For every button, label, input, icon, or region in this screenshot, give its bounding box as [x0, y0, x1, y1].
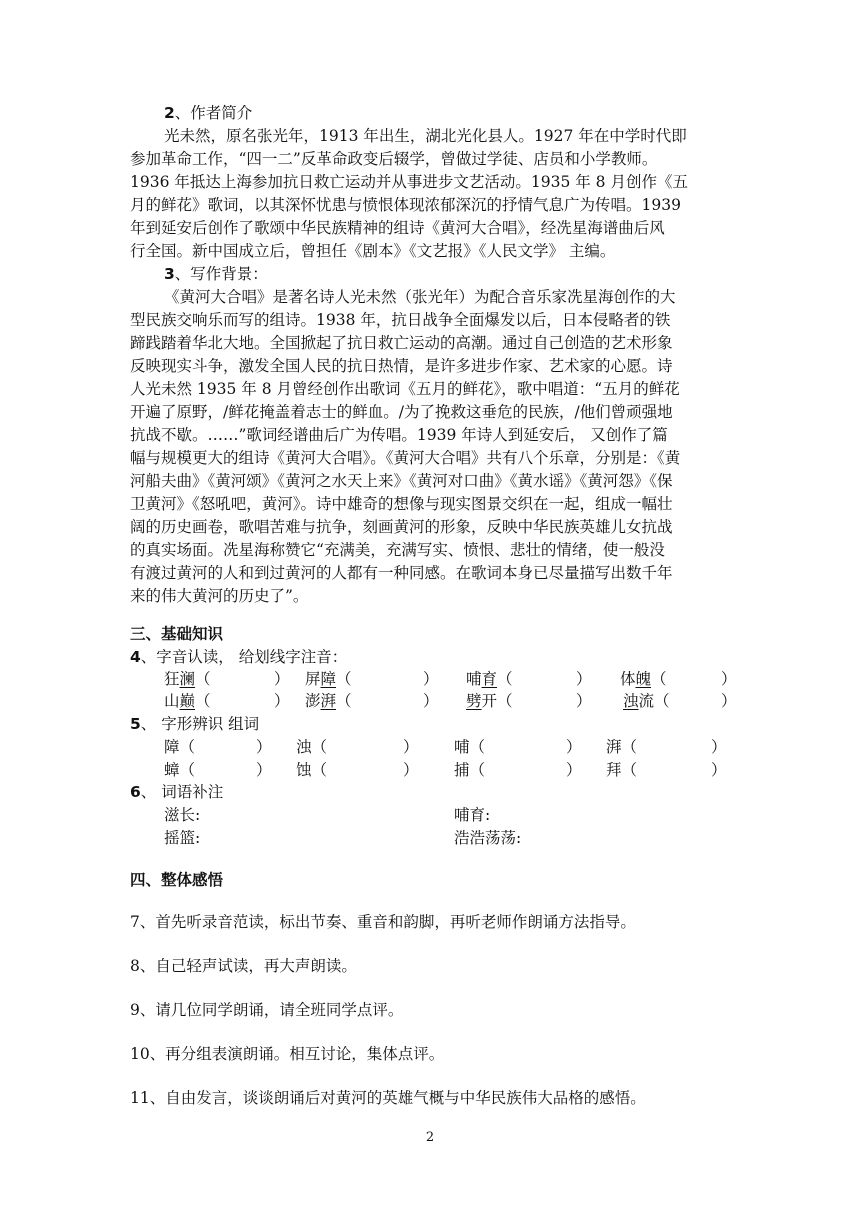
blank-close: ） — [576, 670, 592, 688]
term-item: 浩浩荡荡: — [454, 829, 522, 847]
item-char: 狂 — [164, 670, 180, 688]
underlined-char: 育 — [481, 670, 498, 688]
blank-close: ） — [711, 738, 727, 756]
paragraph-line: 1936 年抵达上海参加抗日救亡运动并从事进步文艺活动。1935 年 8 月创作《五 — [130, 173, 688, 191]
paragraph-line: 有渡过黄河的人和到过黄河的人都有一种同感。在歌词本身已尽量描写出数千年 — [130, 564, 673, 582]
item-char: 哺 — [466, 670, 482, 688]
pinyin-item — [466, 668, 513, 690]
question-number: 5 — [130, 715, 141, 733]
item-char: 山 — [164, 692, 180, 710]
underlined-char: 魄 — [635, 670, 652, 688]
paragraph-line: 反映现实斗争，激发全国人民的抗日热情，是许多进步作家、艺术家的心愿。诗 — [130, 357, 673, 375]
underlined-char: 障 — [320, 670, 337, 688]
term-item: 摇篮: — [164, 829, 201, 847]
section-author-heading — [164, 102, 252, 124]
question-6-heading — [130, 781, 223, 803]
pinyin-item — [620, 668, 667, 690]
question-title: 、 字形辨识 组词 — [140, 715, 260, 733]
paragraph-line: 年到延安后创作了歌颂中华民族精神的组诗《黄河大合唱》，经冼星海谱曲后风 — [130, 219, 665, 237]
blank-close: ） — [566, 761, 582, 779]
question-number: 4 — [130, 648, 141, 666]
page-number: 2 — [425, 1130, 435, 1145]
item-paren: （ — [195, 670, 211, 688]
paragraph-line: 开遍了原野，/鲜花掩盖着志士的鲜血。/为了挽救这垂危的民族，/他们曾顽强地 — [130, 403, 673, 421]
word-item: 拜（ — [606, 761, 638, 779]
word-item: 蚀（ — [296, 761, 328, 779]
section-title: 、写作背景： — [174, 265, 268, 283]
item-paren: （ — [195, 692, 211, 710]
basics-heading: 三、基础知识 — [130, 625, 224, 643]
task-item: 10、再分组表演朗诵。相互讨论，集体点评。 — [130, 1045, 445, 1063]
underlined-char: 巅 — [179, 692, 196, 710]
pinyin-item — [164, 668, 211, 690]
paragraph-line: 人光未然 1935 年 8 月曾经创作出歌词《五月的鲜花》，歌中唱道：“五月的鲜花 — [130, 380, 680, 398]
word-item: 哺（ — [454, 738, 486, 756]
blank-close: ） — [403, 761, 419, 779]
paragraph-line: 河船夫曲》《黄河颂》《黄河之水天上来》《黄河对口曲》《黄水谣》《黄河怨》《保 — [130, 472, 673, 490]
paragraph-line: 参加革命工作，“四一二”反革命政变后辍学，曾做过学徒、店员和小学教师。 — [130, 150, 658, 168]
word-item: 湃（ — [606, 738, 638, 756]
item-paren: 开（ — [481, 692, 513, 710]
item-char: 澎 — [305, 692, 321, 710]
underlined-char: 澜 — [179, 670, 196, 688]
task-item: 11、自由发言，谈谈朗诵后对黄河的英雄气概与中华民族伟大品格的感悟。 — [130, 1089, 646, 1107]
section-background-heading — [164, 263, 268, 285]
paragraph-line: 卫黄河》《怒吼吧，黄河》。诗中雄奇的想像与现实图景交织在一起，组成一幅壮 — [130, 495, 673, 513]
blank-close: ） — [256, 761, 272, 779]
item-char: 体 — [620, 670, 636, 688]
word-item: 捕（ — [454, 761, 486, 779]
question-5-heading — [130, 713, 259, 735]
term-item: 哺育: — [454, 806, 491, 824]
question-4-heading — [130, 646, 347, 668]
section-number: 3 — [164, 265, 175, 283]
item-char: 屏 — [305, 670, 321, 688]
item-paren: （ — [497, 670, 513, 688]
blank-close: ） — [403, 738, 419, 756]
overall-heading: 四、整体感悟 — [130, 871, 224, 889]
question-number: 6 — [130, 783, 141, 801]
pinyin-item — [623, 690, 670, 712]
underlined-char: 浊 — [623, 692, 639, 710]
item-paren: 流（ — [638, 692, 670, 710]
blank-close: ） — [423, 692, 439, 710]
blank-close: ） — [721, 670, 737, 688]
paragraph-line: 型民族交响乐而写的组诗。1938 年，抗日战争全面爆发以后，日本侵略者的铁 — [130, 311, 671, 329]
blank-close: ） — [274, 692, 290, 710]
paragraph-line: 的真实场面。冼星海称赞它“充满美，充满写实、愤恨、悲壮的情绪，使一般没 — [130, 541, 665, 559]
blank-close: ） — [256, 738, 272, 756]
word-item: 障（ — [164, 738, 196, 756]
item-paren: （ — [651, 670, 667, 688]
blank-close: ） — [576, 692, 592, 710]
question-title: 、字音认读， 给划线字注音： — [140, 648, 348, 666]
paragraph-line: 抗战不歇。……”歌词经谱曲后广为传唱。1939 年诗人到延安后， 又创作了篇 — [130, 426, 668, 444]
section-number: 2 — [164, 104, 175, 122]
blank-close: ） — [711, 761, 727, 779]
paragraph-line: 《黄河大合唱》是著名诗人光未然（张光年）为配合音乐家冼星海创作的大 — [164, 288, 676, 306]
term-item: 滋长: — [164, 806, 201, 824]
paragraph-line: 阔的历史画卷，歌唱苦难与抗争，刻画黄河的形象，反映中华民族英雄儿女抗战 — [130, 518, 673, 536]
word-item: 蟑（ — [164, 761, 196, 779]
blank-close: ） — [566, 738, 582, 756]
task-item: 8、自己轻声试读，再大声朗读。 — [130, 957, 357, 975]
question-title: 、 词语补注 — [140, 783, 224, 801]
pinyin-item — [466, 690, 513, 712]
paragraph-line: 蹄践踏着华北大地。全国掀起了抗日救亡运动的高潮。通过自己创造的艺术形象 — [130, 334, 673, 352]
pinyin-item — [305, 668, 352, 690]
pinyin-item — [305, 690, 352, 712]
task-item: 7、首先听录音范读，标出节奏、重音和韵脚，再听老师作朗诵方法指导。 — [130, 913, 636, 931]
blank-close: ） — [423, 670, 439, 688]
paragraph-line: 幅与规模更大的组诗《黄河大合唱》。《黄河大合唱》共有八个乐章，分别是：《黄 — [130, 449, 681, 467]
blank-close: ） — [274, 670, 290, 688]
paragraph-line: 光未然，原名张光年，1913 年出生，湖北光化县人。1927 年在中学时代即 — [164, 127, 687, 145]
paragraph-line: 行全国。新中国成立后，曾担任《剧本》《文艺报》《人民文学》 主编。 — [130, 242, 616, 260]
word-item: 浊（ — [296, 738, 328, 756]
item-paren: （ — [336, 670, 352, 688]
pinyin-item — [164, 690, 211, 712]
underlined-char: 劈 — [466, 692, 482, 710]
paragraph-line: 月的鲜花》歌词，以其深怀忧患与愤恨体现浓郁深沉的抒情气息广为传唱。1939 — [130, 196, 681, 214]
paragraph-line: 来的伟大黄河的历史了”。 — [130, 587, 309, 605]
blank-close: ） — [721, 692, 737, 710]
section-title: 、作者简介 — [174, 104, 253, 122]
underlined-char: 湃 — [320, 692, 337, 710]
task-item: 9、请几位同学朗诵，请全班同学点评。 — [130, 1001, 404, 1019]
item-paren: （ — [336, 692, 352, 710]
